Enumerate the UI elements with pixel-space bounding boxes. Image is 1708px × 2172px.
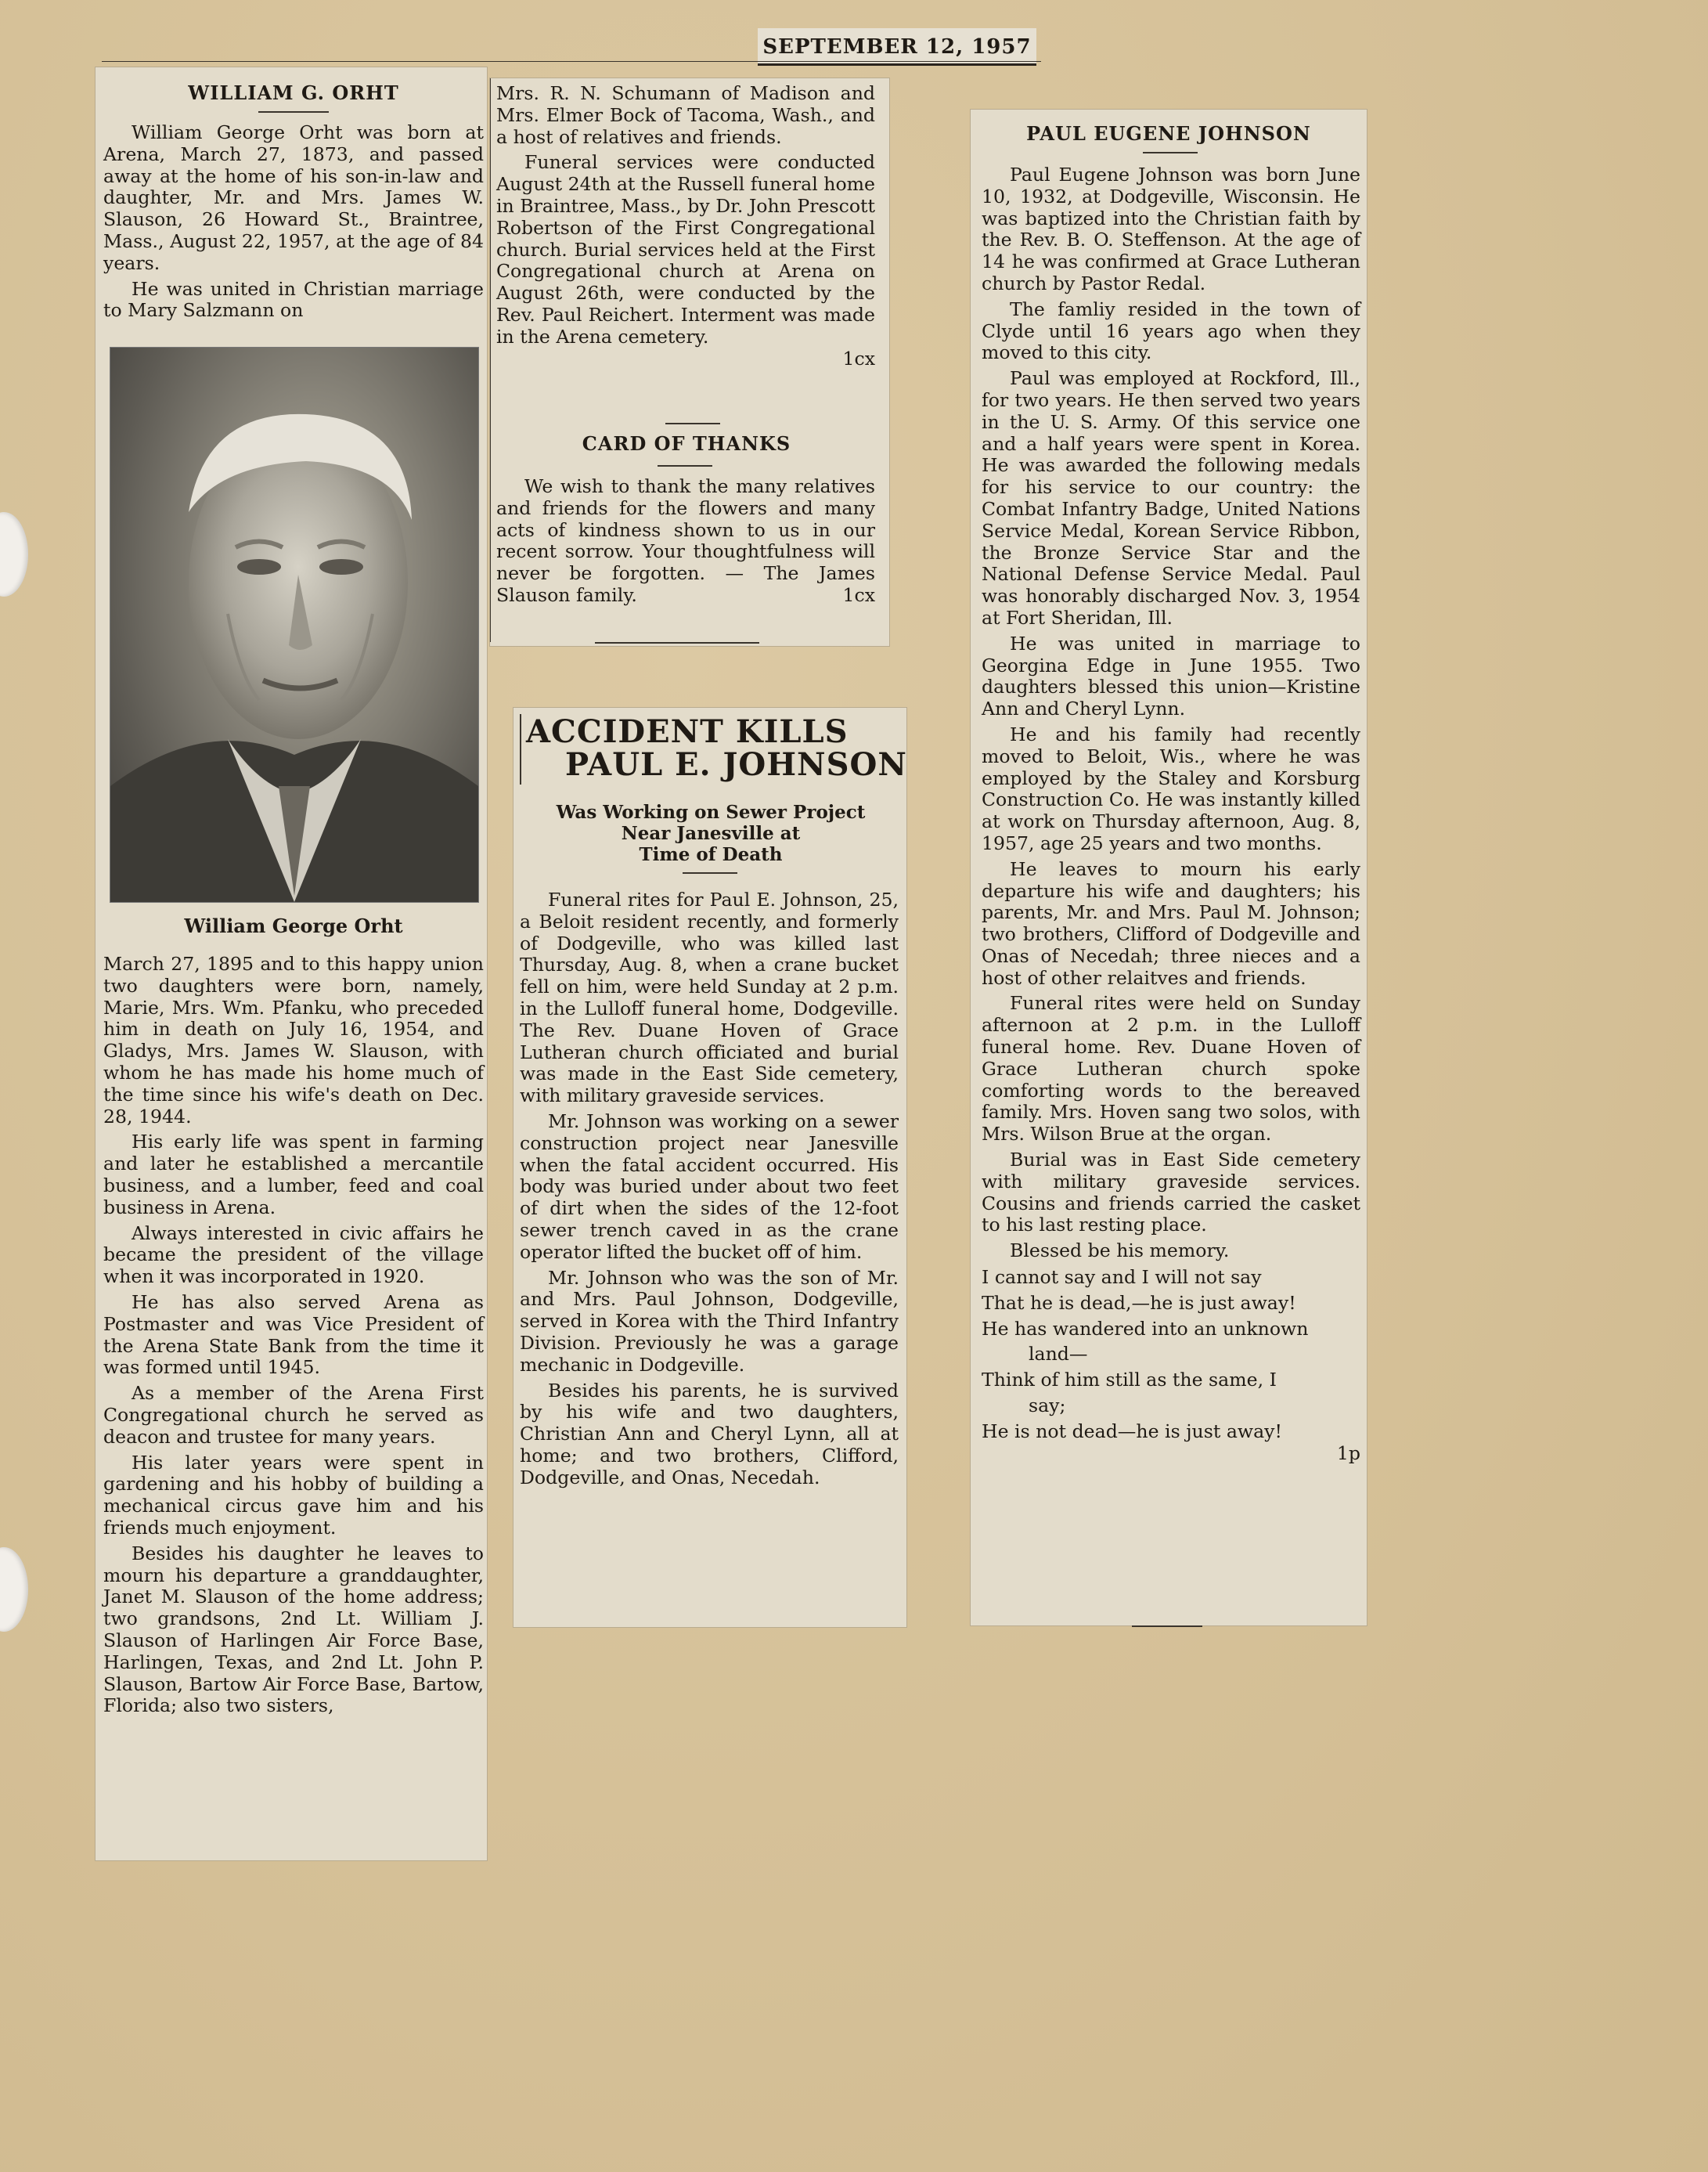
johnson-bottom-rule: [1132, 1625, 1202, 1627]
thanks-signature: 1cx: [842, 583, 875, 606]
johnson-paragraph: Paul Eugene Johnson was born June 10, 1932, at Dodgeville, Wisconsin. He was baptized into the Christian faith by the Rev. B. O. Steffenson. At the age of 14 he was confirmed at Grace Lutheran church by Pastor Redal.: [982, 164, 1360, 294]
orht-paragraph: Mrs. R. N. Schumann of Madison and Mrs. Elmer Bock of Tacoma, Wash., and a host of relatives and friends.: [496, 82, 875, 148]
johnson-paragraph: He and his family had recently moved to Beloit, Wis., where he was employed by the Staley and Korsburg Construction Co. He was instantly killed at work on Thursday afternoon, Aug. 8, 1957, age 25 years and two months.: [982, 723, 1360, 854]
poem-line: He is not dead—he is just away!: [982, 1420, 1282, 1442]
orht-paragraph: March 27, 1895 and to this happy union two daughters were born, namely, Marie, Mrs. Wm. Pfanku, who preceded him in death on July 16, 1954, and Gladys, Mrs. James W. Slauson, with whom he has made his home much of the time since his wife's death on Dec. 28, 1944.: [103, 953, 484, 1127]
accident-paragraph: Mr. Johnson who was the son of Mr. and Mrs. Paul Johnson, Dodgeville, served in Korea with the Third Infantry Division. Previously he was a garage mechanic in Dodgeville.: [520, 1266, 899, 1376]
johnson-paragraph: He leaves to mourn his early departure his wife and daughters; his parents, Mr. and Mrs. Paul M. Johnson; two brothers, Clifford of Dodgeville and Onas of Necedah; three nieces and a host of other relaitves and friends.: [982, 857, 1360, 989]
accident-paragraph: Funeral rites for Paul E. Johnson, 25, a Beloit resident recently, and formerly of Dodgeville, who was killed last Thursday, Aug. 8, when a crane bucket fell on him, were held Sunday at 2 p.m. in the Lulloff funeral home, Dodgeville. The Rev. Duane Hoven of Grace Lutheran church officiated and burial was made in the East Side cemetery, with military graveside services.: [520, 889, 899, 1107]
thanks-bottom-rule: [595, 642, 759, 644]
orht-paragraph: Always interested in civic affairs he became the president of the village when it was incorporated in 1920.: [103, 1221, 484, 1288]
photo-caption: William George Orht: [184, 915, 403, 937]
orht-paragraph: He has also served Arena as Postmaster and was Vice President of the Arena State Bank from the time it was formed until 1945.: [103, 1290, 484, 1379]
johnson-title-rule: [1143, 152, 1198, 153]
accident-paragraph: Mr. Johnson was working on a sewer construction project near Janesville when the fatal accident occurred. His body was buried under about two feet of dirt when the sides of the 12-foot sewer trench caved in as the crane operator lifted the bucket off of him.: [520, 1109, 899, 1263]
orht-paragraph: He was united in Christian marriage to Mary Salzmann on: [103, 277, 484, 322]
poem-line: land—: [1029, 1343, 1088, 1366]
johnson-paragraph: Burial was in East Side cemetery with military graveside services. Cousins and friends carried the casket to his last resting place.: [982, 1149, 1360, 1236]
binder-hole-top: [0, 512, 28, 597]
orht-title-rule: [258, 111, 329, 113]
poem-line: say;: [1029, 1394, 1066, 1417]
accident-side-rule: [520, 714, 521, 785]
date-header-text: SEPTEMBER 12, 1957: [762, 35, 1032, 59]
johnson-paragraph: The famliy resided in the town of Clyde until 16 years ago when they moved to this city.: [982, 298, 1360, 364]
orht-column-2: [496, 83, 875, 370]
orht-paragraph: His later years were spent in gardening and his hobby of building a mechanical circus gave him and his friends much enjoyment.: [103, 1451, 484, 1539]
orht-signature: 1cx: [842, 347, 875, 370]
accident-subhead-line: Near Janesville at: [621, 823, 801, 844]
johnson-body: [982, 164, 1360, 1464]
poem-line: Think of him still as the same, I: [982, 1369, 1277, 1391]
accident-paragraph: Besides his parents, he is survived by his wife and two daughters, Christian Ann and Cheryl Lynn, all at home; and two brothers, Clifford, Dodgeville, and Onas, Necedah.: [520, 1379, 899, 1488]
orht-column-1-continued: [103, 954, 484, 1717]
accident-headline-1: ACCIDENT KILLS: [526, 713, 849, 750]
johnson-poem: [982, 1267, 1360, 1443]
orht-title: WILLIAM G. ORHT: [188, 81, 399, 104]
thanks-title: CARD OF THANKS: [582, 432, 791, 455]
portrait-image: [110, 348, 478, 902]
accident-subhead-line: Time of Death: [639, 844, 783, 865]
orht-paragraph: His early life was spent in farming and later he established a mercantile business, and a lumber, feed and coal business in Arena.: [103, 1131, 484, 1218]
johnson-paragraph: Funeral rites were held on Sunday afternoon at 2 p.m. in the Lulloff funeral home. Rev. Duane Hoven of Grace Lutheran church spoke comforting words to the bereaved family. Mrs. Hoven sang two solos, with Mrs. Wilson Brue at the organ.: [982, 992, 1360, 1146]
poem-line: I cannot say and I will not say: [982, 1266, 1262, 1289]
orht-column-1: [103, 122, 484, 322]
orht-paragraph: As a member of the Arena First Congregational church he served as deacon and trustee for many years.: [103, 1382, 484, 1448]
column-divider: [490, 78, 491, 642]
orht-portrait-photo: [110, 347, 479, 903]
johnson-title: PAUL EUGENE JOHNSON: [1026, 122, 1311, 145]
accident-subhead-rule: [683, 872, 737, 874]
top-rule: [102, 61, 1041, 62]
thanks-top-rule: [665, 423, 720, 424]
date-header: [758, 28, 1036, 66]
accident-subhead: [517, 802, 905, 865]
johnson-signature: 1p: [1336, 1441, 1360, 1464]
johnson-paragraph: Blessed be his memory.: [1010, 1239, 1230, 1262]
orht-paragraph: William George Orht was born at Arena, March 27, 1873, and passed away at the home of his son-in-law and daughter, Mr. and Mrs. James W. Slauson, 26 Howard St., Braintree, Mass., August 22, 1957, at the age of 84 years.: [103, 121, 484, 274]
orht-paragraph: Funeral services were conducted August 24th at the Russell funeral home in Braintree, Mass., by Dr. John Prescott Robertson of the First Congregational church. Burial services held at the First Congregational church at Arena on August 26th, were conducted by the Rev. Paul Reichert. Interment was made in the Arena cemetery.: [496, 151, 875, 348]
johnson-paragraph: Paul was employed at Rockford, Ill., for two years. He then served two years in the U. S. Army. Of this service one and a half years were spent in Korea. He was awarded the following medals for his service to our country: the Combat Infantry Badge, United Nations Service Medal, Korean Service Ribbon, the Bronze Service Star and the National Defense Service Medal. Paul was honorably discharged Nov. 3, 1954 at Fort Sheridan, Ill.: [982, 367, 1360, 629]
thanks-title-rule: [658, 465, 712, 467]
johnson-paragraph: He was united in marriage to Georgina Edge in June 1955. Two daughters blessed this union—Kristine Ann and Cheryl Lynn.: [982, 632, 1360, 720]
accident-body: [520, 889, 899, 1489]
binder-hole-bottom: [0, 1547, 28, 1632]
thanks-paragraph: We wish to thank the many relatives and friends for the flowers and many acts of kindness shown to us in our recent sorrow. Your thoughtfulness will never be forgotten. — The James Slauson family.: [496, 475, 875, 606]
thanks-body: [496, 476, 875, 607]
orht-paragraph: Besides his daughter he leaves to mourn his departure a granddaughter, Janet M. Slauson of the home address; two grandsons, 2nd Lt. William J. Slauson of Harlingen Air Force Base, Harlingen, Texas, and 2nd Lt. John P. Slauson, Bartow Air Force Base, Bartow, Florida; also two sisters,: [103, 1542, 484, 1717]
poem-line: That he is dead,—he is just away!: [982, 1291, 1296, 1314]
accident-subhead-line: Was Working on Sewer Project: [556, 802, 866, 823]
accident-headline-2: PAUL E. JOHNSON: [565, 746, 907, 783]
poem-line: He has wandered into an unknown: [982, 1317, 1309, 1340]
